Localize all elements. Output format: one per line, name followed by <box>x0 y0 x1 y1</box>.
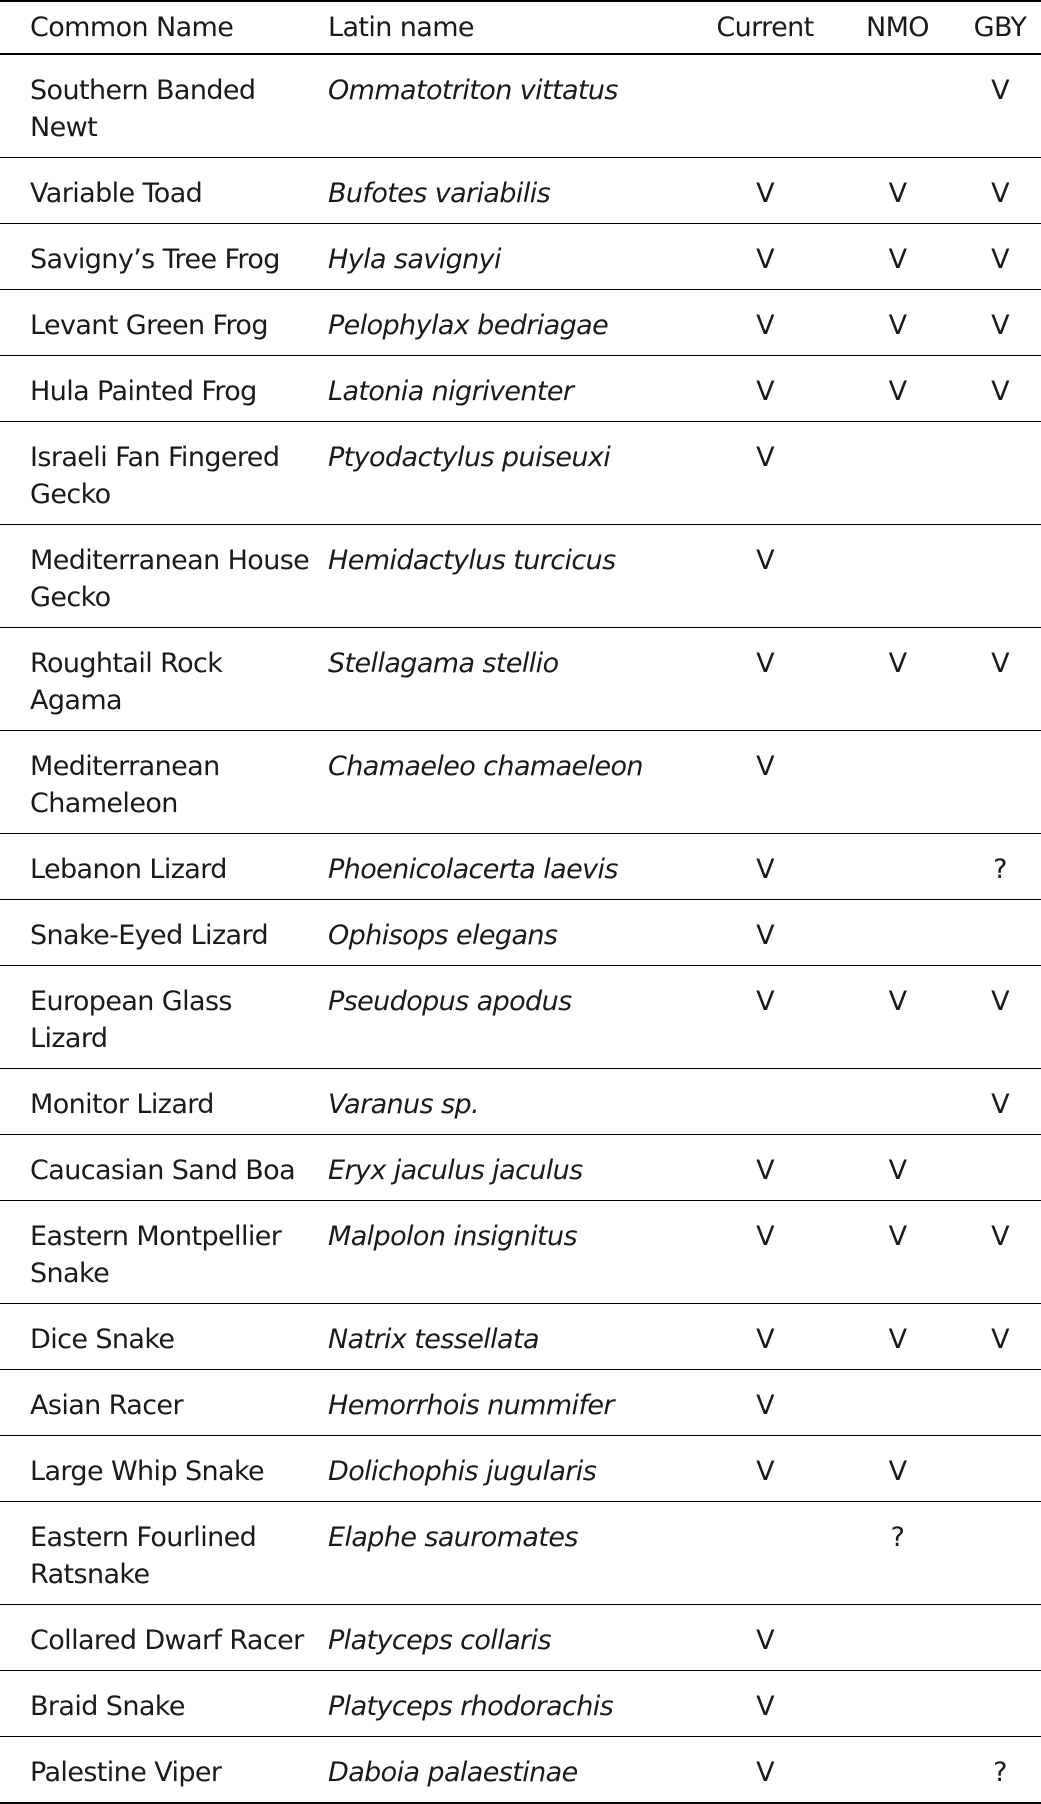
common-name-cell: Southern Banded Newt <box>0 54 326 158</box>
gby-cell <box>959 422 1041 525</box>
common-name-cell: Levant Green Frog <box>0 290 326 356</box>
table-row <box>0 966 1041 1069</box>
gby-cell: V <box>959 628 1041 731</box>
header-current: Current <box>694 1 836 54</box>
current-cell: V <box>694 224 836 290</box>
latin-name-cell: Bufotes variabilis <box>326 158 694 224</box>
latin-name-cell: Platyceps collaris <box>326 1605 694 1671</box>
table-row <box>0 1605 1041 1671</box>
common-name-cell: Caucasian Sand Boa <box>0 1135 326 1201</box>
gby-cell: ? <box>959 1737 1041 1804</box>
current-cell: V <box>694 966 836 1069</box>
common-name-cell: Variable Toad <box>0 158 326 224</box>
gby-cell <box>959 1370 1041 1436</box>
common-name-cell: Asian Racer <box>0 1370 326 1436</box>
common-name-cell: Snake-Eyed Lizard <box>0 900 326 966</box>
latin-name-cell: Hemidactylus turcicus <box>326 525 694 628</box>
current-cell: V <box>694 1671 836 1737</box>
nmo-cell: V <box>836 224 959 290</box>
latin-name-cell: Dolichophis jugularis <box>326 1436 694 1502</box>
nmo-cell <box>836 422 959 525</box>
current-cell: V <box>694 1135 836 1201</box>
common-name-cell: Dice Snake <box>0 1304 326 1370</box>
table-row <box>0 356 1041 422</box>
table-row <box>0 1671 1041 1737</box>
current-cell: V <box>694 525 836 628</box>
latin-name-cell: Pelophylax bedriagae <box>326 290 694 356</box>
current-cell: V <box>694 1605 836 1671</box>
gby-cell: ? <box>959 834 1041 900</box>
current-cell <box>694 1069 836 1135</box>
nmo-cell: V <box>836 966 959 1069</box>
nmo-cell: V <box>836 1135 959 1201</box>
table-header <box>0 1 1041 54</box>
header-common-name: Common Name <box>0 1 326 54</box>
table-row <box>0 1135 1041 1201</box>
latin-name-cell: Platyceps rhodorachis <box>326 1671 694 1737</box>
nmo-cell: V <box>836 1436 959 1502</box>
current-cell: V <box>694 158 836 224</box>
gby-cell: V <box>959 966 1041 1069</box>
nmo-cell: V <box>836 290 959 356</box>
table-row <box>0 628 1041 731</box>
current-cell: V <box>694 422 836 525</box>
current-cell: V <box>694 900 836 966</box>
table-row <box>0 290 1041 356</box>
gby-cell: V <box>959 1304 1041 1370</box>
gby-cell <box>959 1436 1041 1502</box>
gby-cell: V <box>959 158 1041 224</box>
current-cell: V <box>694 1370 836 1436</box>
latin-name-cell: Daboia palaestinae <box>326 1737 694 1804</box>
common-name-cell: Mediterranean House Gecko <box>0 525 326 628</box>
header-gby: GBY <box>959 1 1041 54</box>
table-row <box>0 1069 1041 1135</box>
nmo-cell: ? <box>836 1502 959 1605</box>
gby-cell <box>959 1502 1041 1605</box>
common-name-cell: Mediterranean Chameleon <box>0 731 326 834</box>
table-row <box>0 224 1041 290</box>
common-name-cell: Eastern Montpellier Snake <box>0 1201 326 1304</box>
gby-cell: V <box>959 224 1041 290</box>
table-row <box>0 900 1041 966</box>
common-name-cell: Collared Dwarf Racer <box>0 1605 326 1671</box>
gby-cell: V <box>959 54 1041 158</box>
latin-name-cell: Hyla savignyi <box>326 224 694 290</box>
nmo-cell <box>836 1605 959 1671</box>
latin-name-cell: Ptyodactylus puiseuxi <box>326 422 694 525</box>
current-cell: V <box>694 356 836 422</box>
common-name-cell: Israeli Fan Fingered Gecko <box>0 422 326 525</box>
latin-name-cell: Chamaeleo chamaeleon <box>326 731 694 834</box>
latin-name-cell: Hemorrhois nummifer <box>326 1370 694 1436</box>
table-row <box>0 158 1041 224</box>
nmo-cell <box>836 525 959 628</box>
latin-name-cell: Malpolon insignitus <box>326 1201 694 1304</box>
gby-cell <box>959 1671 1041 1737</box>
common-name-cell: European Glass Lizard <box>0 966 326 1069</box>
gby-cell: V <box>959 356 1041 422</box>
common-name-cell: Large Whip Snake <box>0 1436 326 1502</box>
common-name-cell: Eastern Fourlined Ratsnake <box>0 1502 326 1605</box>
nmo-cell <box>836 834 959 900</box>
gby-cell <box>959 900 1041 966</box>
gby-cell <box>959 1135 1041 1201</box>
table-row <box>0 1502 1041 1605</box>
current-cell: V <box>694 1201 836 1304</box>
table-row <box>0 1737 1041 1804</box>
nmo-cell <box>836 1069 959 1135</box>
common-name-cell: Braid Snake <box>0 1671 326 1737</box>
gby-cell <box>959 525 1041 628</box>
common-name-cell: Lebanon Lizard <box>0 834 326 900</box>
nmo-cell <box>836 1737 959 1804</box>
latin-name-cell: Ophisops elegans <box>326 900 694 966</box>
current-cell: V <box>694 628 836 731</box>
nmo-cell <box>836 1671 959 1737</box>
gby-cell: V <box>959 1201 1041 1304</box>
latin-name-cell: Ommatotriton vittatus <box>326 54 694 158</box>
nmo-cell <box>836 731 959 834</box>
gby-cell: V <box>959 290 1041 356</box>
common-name-cell: Hula Painted Frog <box>0 356 326 422</box>
common-name-cell: Palestine Viper <box>0 1737 326 1804</box>
latin-name-cell: Elaphe sauromates <box>326 1502 694 1605</box>
current-cell <box>694 1502 836 1605</box>
current-cell: V <box>694 290 836 356</box>
table-row <box>0 525 1041 628</box>
latin-name-cell: Phoenicolacerta laevis <box>326 834 694 900</box>
nmo-cell <box>836 1370 959 1436</box>
latin-name-cell: Stellagama stellio <box>326 628 694 731</box>
gby-cell: V <box>959 1069 1041 1135</box>
latin-name-cell: Eryx jaculus jaculus <box>326 1135 694 1201</box>
current-cell: V <box>694 1737 836 1804</box>
latin-name-cell: Latonia nigriventer <box>326 356 694 422</box>
table-row <box>0 1304 1041 1370</box>
current-cell: V <box>694 834 836 900</box>
nmo-cell: V <box>836 158 959 224</box>
table-row <box>0 54 1041 158</box>
table-body <box>0 54 1041 1803</box>
gby-cell <box>959 1605 1041 1671</box>
nmo-cell <box>836 54 959 158</box>
nmo-cell: V <box>836 1201 959 1304</box>
table-row <box>0 422 1041 525</box>
latin-name-cell: Natrix tessellata <box>326 1304 694 1370</box>
table-row <box>0 1370 1041 1436</box>
nmo-cell: V <box>836 628 959 731</box>
header-latin-name: Latin name <box>326 1 694 54</box>
nmo-cell: V <box>836 356 959 422</box>
table-row <box>0 731 1041 834</box>
latin-name-cell: Pseudopus apodus <box>326 966 694 1069</box>
current-cell: V <box>694 1436 836 1502</box>
nmo-cell: V <box>836 1304 959 1370</box>
common-name-cell: Roughtail Rock Agama <box>0 628 326 731</box>
latin-name-cell: Varanus sp. <box>326 1069 694 1135</box>
table-row <box>0 834 1041 900</box>
current-cell: V <box>694 1304 836 1370</box>
common-name-cell: Monitor Lizard <box>0 1069 326 1135</box>
header-row <box>0 1 1041 54</box>
gby-cell <box>959 731 1041 834</box>
current-cell <box>694 54 836 158</box>
table-row <box>0 1436 1041 1502</box>
table-row <box>0 1201 1041 1304</box>
nmo-cell <box>836 900 959 966</box>
current-cell: V <box>694 731 836 834</box>
common-name-cell: Savigny’s Tree Frog <box>0 224 326 290</box>
header-nmo: NMO <box>836 1 959 54</box>
